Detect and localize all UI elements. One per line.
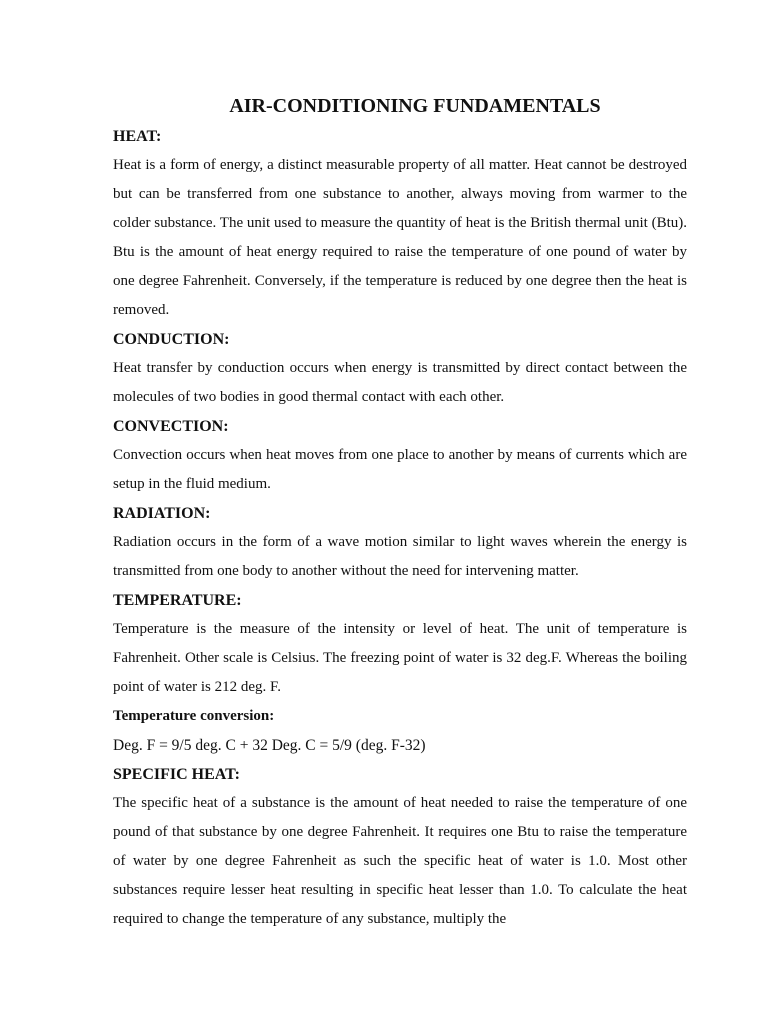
temperature-conversion-formula: Deg. F = 9/5 deg. C + 32 Deg. C = 5/9 (deg. F-32)	[113, 737, 426, 754]
section-conduction	[113, 325, 687, 412]
section-temperature	[113, 586, 687, 760]
section-text-conduction: Heat transfer by conduction occurs when energy is transmitted by direct contact between the molecules of two bodies in good thermal contact with each other.	[113, 360, 687, 405]
section-heading-specific-heat: SPECIFIC HEAT:	[113, 766, 240, 783]
section-heading-conduction: CONDUCTION:	[113, 331, 230, 348]
section-heading-radiation: RADIATION:	[113, 505, 211, 522]
section-text-radiation: Radiation occurs in the form of a wave motion similar to light waves wherein the energy is transmitted from one body to another without the need for intervening matter.	[113, 534, 687, 579]
section-text-specific-heat: The specific heat of a substance is the amount of heat needed to raise the temperature of one pound of that substance by one degree Fahrenheit. It requires one Btu to raise the temperature of water by one degree Fahrenheit as such the specific heat of water is 1.0. Most other substances require lesser heat resulting in specific heat lesser than 1.0. To calculate the heat required to change the temperature of any substance, multiply the	[113, 795, 687, 927]
section-text-convection: Convection occurs when heat moves from one place to another by means of currents which are setup in the fluid medium.	[113, 447, 687, 492]
section-radiation	[113, 499, 687, 586]
section-heading-convection: CONVECTION:	[113, 418, 229, 435]
section-heading-temperature: TEMPERATURE:	[113, 592, 242, 609]
section-specific-heat	[113, 760, 687, 934]
section-heat	[113, 122, 687, 325]
section-text-heat: Heat is a form of energy, a distinct measurable property of all matter. Heat cannot be destroyed but can be transferred from one substance to another, always moving from warmer to the colder substance. The unit used to measure the quantity of heat is the British thermal unit (Btu). Btu is the amount of heat energy required to raise the temperature of one pound of water by one degree Fahrenheit. Conversely, if the temperature is reduced by one degree then the heat is removed.	[113, 157, 687, 318]
document-title: AIR-CONDITIONING FUNDAMENTALS	[229, 95, 601, 117]
section-heading-heat: HEAT:	[113, 128, 162, 145]
section-text-temperature: Temperature is the measure of the intensity or level of heat. The unit of temperature is Fahrenheit. Other scale is Celsius. The freezing point of water is 32 deg.F. Whereas the boiling point of water is 212 deg. F.	[113, 621, 687, 695]
temperature-conversion-heading: Temperature conversion:	[113, 708, 275, 724]
section-convection	[113, 412, 687, 499]
